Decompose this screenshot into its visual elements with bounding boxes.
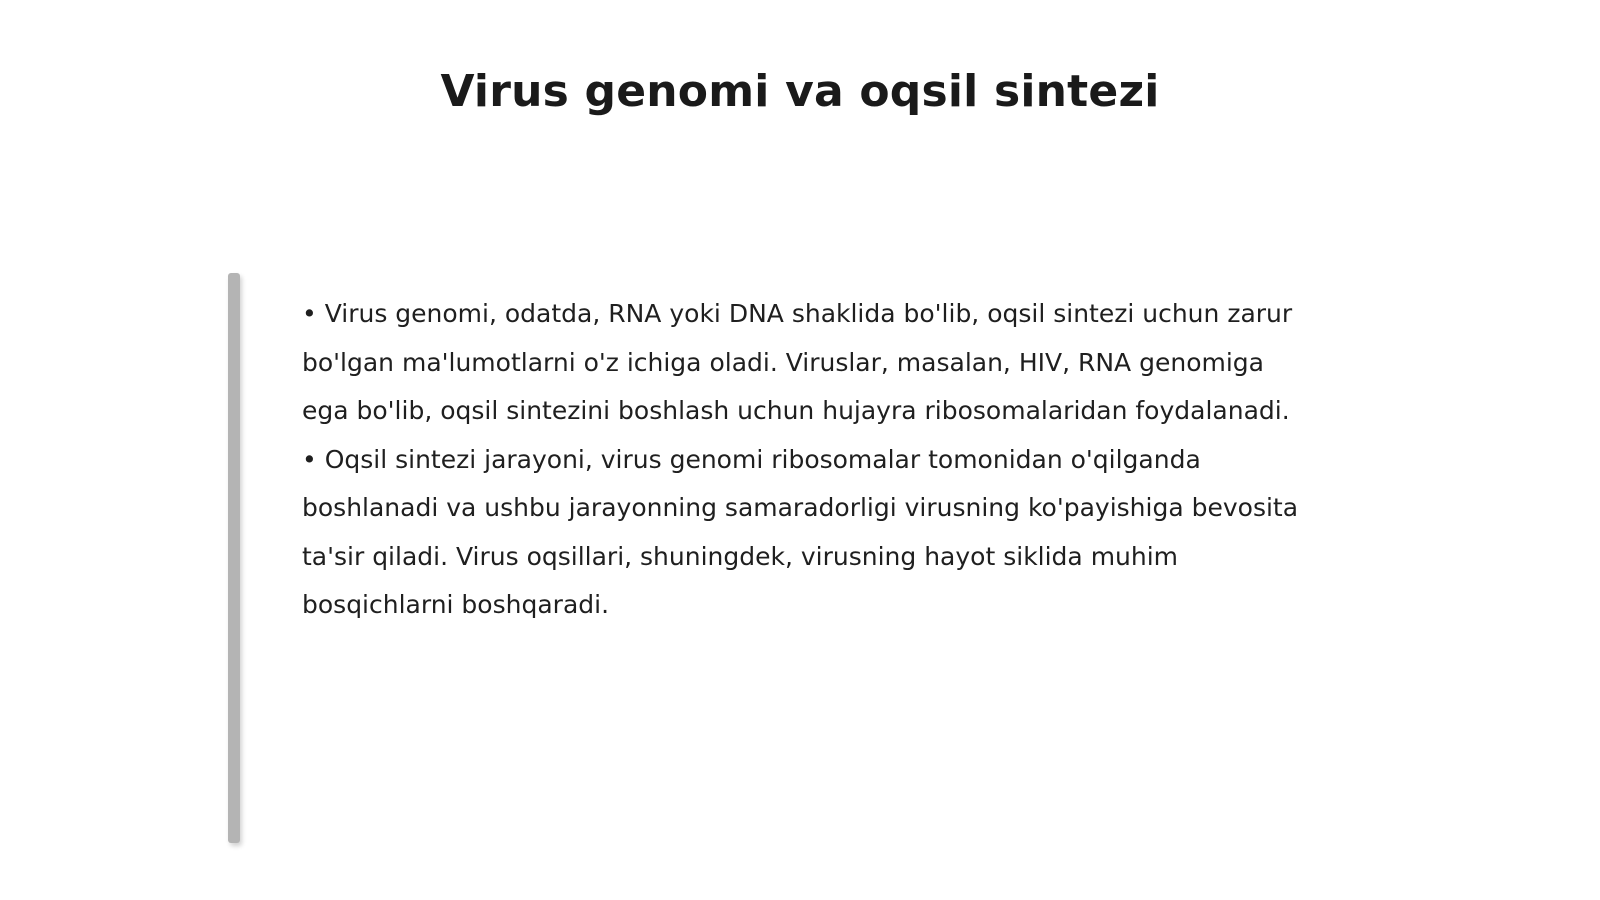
slide-title: Virus genomi va oqsil sintezi: [440, 66, 1160, 117]
accent-bar: [228, 273, 240, 843]
slide-content: [302, 290, 1312, 630]
bullet-paragraph: • Oqsil sintezi jarayoni, virus genomi ribosomalar tomonidan o'qilganda boshlanadi va ushbu jarayonning samaradorligi virusning ko'payishiga bevosita ta'sir qiladi. Virus oqsillari, shuningdek, virusning hayot siklida muhim bosqichlarni boshqaradi.: [302, 444, 1299, 619]
bullet-paragraph: • Virus genomi, odatda, RNA yoki DNA shaklida bo'lib, oqsil sintezi uchun zarur bo'lgan ma'lumotlarni o'z ichiga oladi. Viruslar, masalan, HIV, RNA genomiga ega bo'lib, oqsil sintezini boshlash uchun hujayra ribosomalaridan foydalanadi.: [302, 299, 1293, 425]
